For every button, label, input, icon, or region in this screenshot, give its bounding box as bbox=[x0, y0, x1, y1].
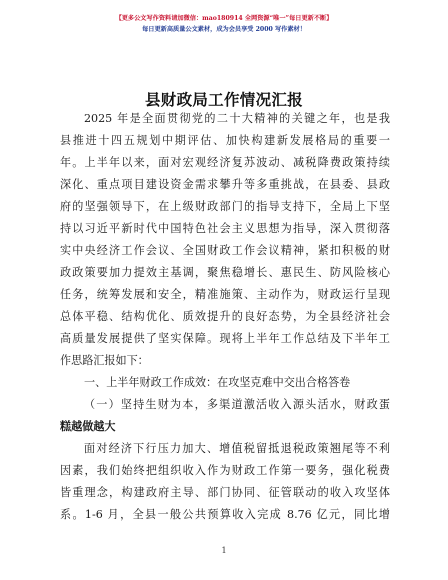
paragraph-line: 政政策要加力提效主基调，聚焦稳增长、惠民生、防风险核心 bbox=[60, 266, 390, 279]
subsection-heading: （一）坚持生财为本，多渠道激活收入源头活水，财政蛋 bbox=[84, 398, 390, 411]
document-title: 县财政局工作情况汇报 bbox=[144, 91, 303, 109]
paragraph-line: 因素，我们始终把组织收入作为财政工作第一要务，强化税费 bbox=[60, 464, 390, 477]
paragraph-line: 2025 年是全面贯彻党的二十大精神的关键之年，也是我 bbox=[84, 112, 390, 125]
paragraph-line: 高质量发展提供了坚实保障。现将上半年工作总结及下半年工 bbox=[60, 332, 390, 345]
paragraph-line: 深化、重点项目建设资金需求攀升等多重挑战，在县委、县政 bbox=[60, 178, 390, 191]
paragraph-line: 府的坚强领导下，在上级财政部门的指导支持下，全局上下坚 bbox=[60, 200, 390, 213]
paragraph-line: 系。1-6 月，全县一般公共预算收入完成 8.76 亿元，同比增 bbox=[60, 508, 390, 521]
paragraph-line: 任务，统筹发展和安全，精准施策、主动作为，财政运行呈现 bbox=[60, 288, 390, 301]
page-number: 1 bbox=[221, 546, 227, 555]
promo-banner-line-1: 【更多公文写作资料请加微信：mao180914 全网资源“唯一”每日更新不断】 bbox=[115, 15, 333, 22]
paragraph-line: 面对经济下行压力加大、增值税留抵退税政策翘尾等不利 bbox=[84, 442, 390, 455]
paragraph-line: 年。上半年以来，面对宏观经济复苏波动、减税降费政策持续 bbox=[60, 156, 390, 169]
section-heading: 一、上半年财政工作成效：在攻坚克难中交出合格答卷 bbox=[84, 376, 351, 389]
promo-banner-line-2: 每日更新高质量公文素材，成为会员享受 2000 写作素材！ bbox=[142, 26, 306, 33]
subsection-heading-bold: 糕越做越大 bbox=[60, 420, 116, 433]
paragraph-line: 县推进十四五规划中期评估、加快构建新发展格局的重要一 bbox=[60, 134, 390, 147]
paragraph-line: 持以习近平新时代中国特色社会主义思想为指导，深入贯彻落 bbox=[60, 222, 390, 235]
paragraph-line: 皆重理念，构建政府主导、部门协同、征管联动的收入攻坚体 bbox=[60, 486, 390, 499]
paragraph-line: 实中央经济工作会议、全国财政工作会议精神，紧扣积极的财 bbox=[60, 244, 390, 257]
paragraph-line: 作思路汇报如下： bbox=[60, 354, 149, 367]
paragraph-line: 总体平稳、结构优化、质效提升的良好态势，为全县经济社会 bbox=[60, 310, 390, 323]
